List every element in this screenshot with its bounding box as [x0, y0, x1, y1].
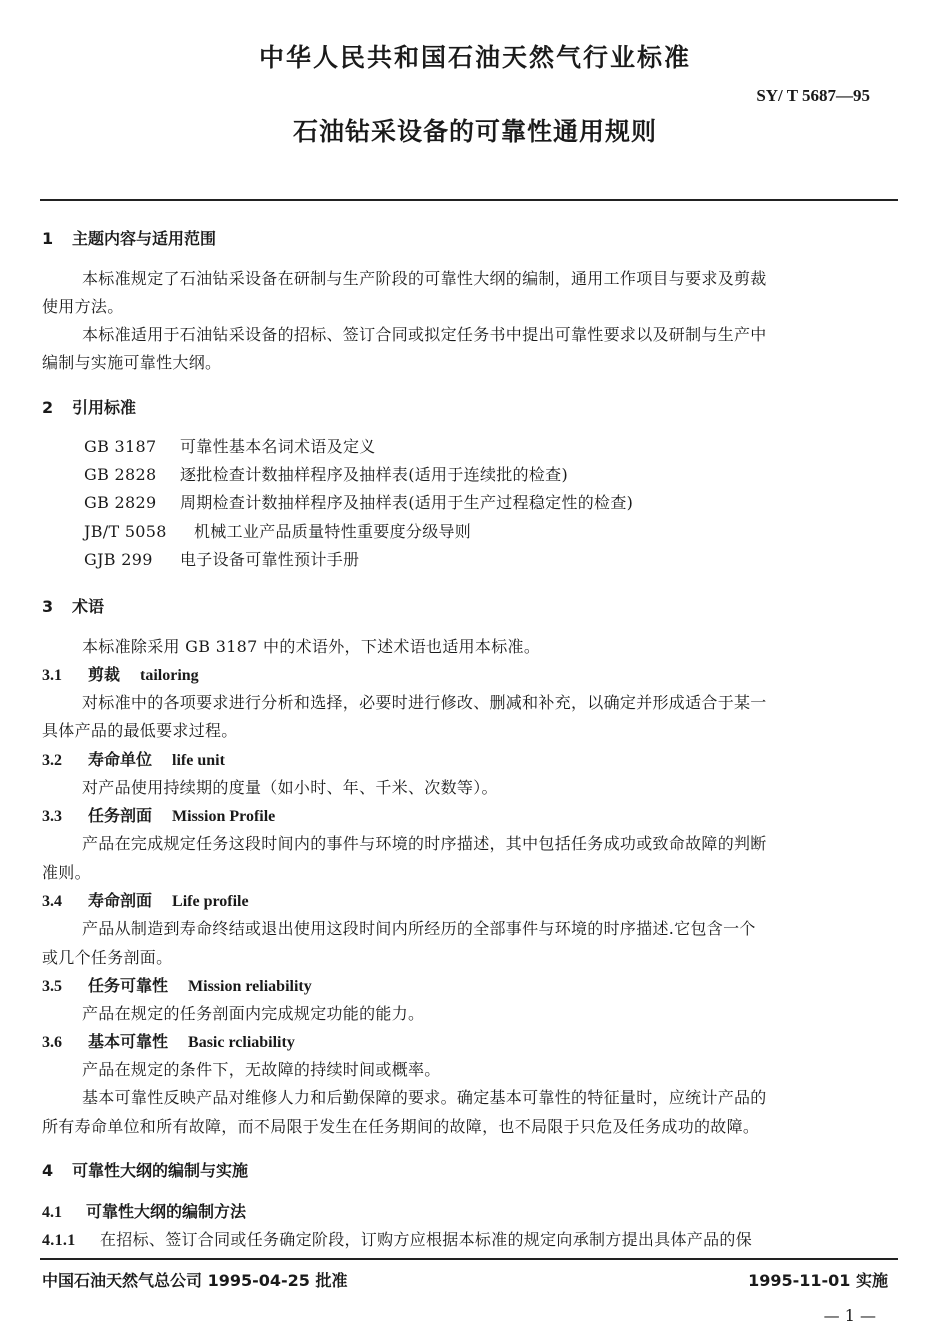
- title-divider: [40, 199, 898, 201]
- reference-code: GJB 299: [84, 550, 153, 569]
- paragraph-line: 本标准适用于石油钻采设备的招标、签订合同或拟定任务书中提出可靠性要求以及研制与生产中: [82, 325, 767, 344]
- paragraph-line: 具体产品的最低要求过程。: [42, 721, 238, 740]
- paragraph-line: 产品在完成规定任务这段时间内的事件与环境的时序描述，其中包括任务成功或致命故障的判断: [82, 834, 767, 853]
- document-title: 石油钻采设备的可靠性通用规则: [292, 117, 657, 146]
- term-english: life unit: [172, 752, 225, 769]
- paragraph-line: 本标准除采用 GB 3187 中的术语外，下述术语也适用本标准。: [82, 637, 541, 656]
- term-number: 3.3: [42, 808, 62, 825]
- term-number: 3.5: [42, 978, 62, 995]
- reference-item: [84, 547, 359, 570]
- term-heading: [42, 973, 312, 996]
- term-chinese: 任务可靠性: [88, 976, 169, 995]
- term-number: 3.2: [42, 752, 62, 769]
- term-english: Mission Profile: [172, 808, 276, 825]
- section-number: 1: [42, 229, 54, 248]
- paragraph-line: 对产品使用持续期的度量（如小时、年、千米、次数等）。: [82, 778, 498, 797]
- term-chinese: 寿命剖面: [88, 891, 153, 910]
- effective-date: 1995-11-01 实施: [748, 1271, 888, 1290]
- term-english: Mission reliability: [188, 978, 312, 995]
- clause-text: 在招标、签订合同或任务确定阶段，订购方应根据本标准的规定向承制方提出具体产品的保: [100, 1230, 753, 1249]
- paragraph-line: 所有寿命单位和所有故障，而不局限于发生在任务期间的故障，也不局限于只危及任务成功的故障。: [42, 1117, 760, 1136]
- section-title: 术语: [72, 597, 105, 616]
- reference-title: 逐批检查计数抽样程序及抽样表(适用于连续批的检查): [180, 465, 568, 484]
- reference-item: [84, 462, 568, 485]
- paragraph-line: 产品在规定的条件下，无故障的持续时间或概率。: [82, 1060, 441, 1079]
- reference-item: [84, 434, 376, 457]
- term-heading: [42, 888, 249, 911]
- section-4-heading: [42, 1158, 248, 1181]
- term-english: tailoring: [140, 667, 199, 684]
- section-title: 可靠性大纲的编制与实施: [72, 1161, 249, 1180]
- paragraph-line: 基本可靠性反映产品对维修人力和后勤保障的要求。确定基本可靠性的特征量时，应统计产品的: [82, 1088, 767, 1107]
- term-heading: [42, 803, 275, 826]
- term-number: 3.1: [42, 667, 62, 684]
- reference-code: GB 3187: [84, 437, 157, 456]
- section-2-heading: [42, 395, 136, 418]
- term-number: 3.4: [42, 893, 62, 910]
- reference-item: [84, 519, 471, 542]
- reference-title: 机械工业产品质量特性重要度分级导则: [194, 522, 472, 541]
- reference-code: GB 2829: [84, 493, 157, 512]
- paragraph-line: 产品在规定的任务剖面内完成规定功能的能力。: [82, 1004, 425, 1023]
- section-1-heading: [42, 226, 216, 249]
- reference-item: [84, 490, 633, 513]
- term-english: Life profile: [172, 893, 249, 910]
- section-number: 3: [42, 597, 54, 616]
- section-3-heading: [42, 594, 104, 617]
- clause-line: [42, 1227, 752, 1250]
- clause-number: 4.1.1: [42, 1232, 76, 1249]
- subsection-number: 4.1: [42, 1204, 62, 1221]
- term-chinese: 寿命单位: [88, 750, 153, 769]
- paragraph-line: 使用方法。: [42, 297, 124, 316]
- term-chinese: 任务剖面: [88, 806, 153, 825]
- subsection-title: 可靠性大纲的编制方法: [86, 1202, 247, 1221]
- approval-line: 中国石油天然气总公司 1995-04-25 批准: [42, 1271, 348, 1290]
- term-heading: [42, 1029, 295, 1052]
- paragraph-line: 对标准中的各项要求进行分析和选择，必要时进行修改、删减和补充，以确定并形成适合于某一: [82, 693, 767, 712]
- reference-title: 电子设备可靠性预计手册: [180, 550, 360, 569]
- term-english: Basic rcliability: [188, 1034, 295, 1051]
- term-number: 3.6: [42, 1034, 62, 1051]
- paragraph-line: 编制与实施可靠性大纲。: [42, 353, 222, 372]
- reference-code: GB 2828: [84, 465, 157, 484]
- term-heading: [42, 662, 199, 685]
- section-title: 引用标准: [72, 398, 137, 417]
- section-title: 主题内容与适用范围: [72, 229, 217, 248]
- term-chinese: 剪裁: [88, 665, 121, 684]
- subsection-heading: [42, 1199, 246, 1222]
- reference-title: 周期检查计数抽样程序及抽样表(适用于生产过程稳定性的检查): [180, 493, 634, 512]
- paragraph-line: 准则。: [42, 863, 91, 882]
- section-number: 4: [42, 1161, 54, 1180]
- footer-divider: [40, 1258, 898, 1260]
- page-number: — 1 —: [823, 1306, 876, 1325]
- paragraph-line: 或几个任务剖面。: [42, 948, 173, 967]
- reference-code: JB/T 5058: [84, 522, 167, 541]
- paragraph-line: 本标准规定了石油钻采设备在研制与生产阶段的可靠性大纲的编制，通用工作项目与要求及剪裁: [82, 269, 767, 288]
- org-title: 中华人民共和国石油天然气行业标准: [258, 43, 691, 72]
- term-chinese: 基本可靠性: [88, 1032, 169, 1051]
- standard-code: SY/ T 5687—95: [756, 86, 870, 105]
- paragraph-line: 产品从制造到寿命终结或退出使用这段时间内所经历的全部事件与环境的时序描述.它包含一个: [82, 919, 756, 938]
- term-heading: [42, 747, 225, 770]
- reference-title: 可靠性基本名词术语及定义: [180, 437, 376, 456]
- section-number: 2: [42, 398, 54, 417]
